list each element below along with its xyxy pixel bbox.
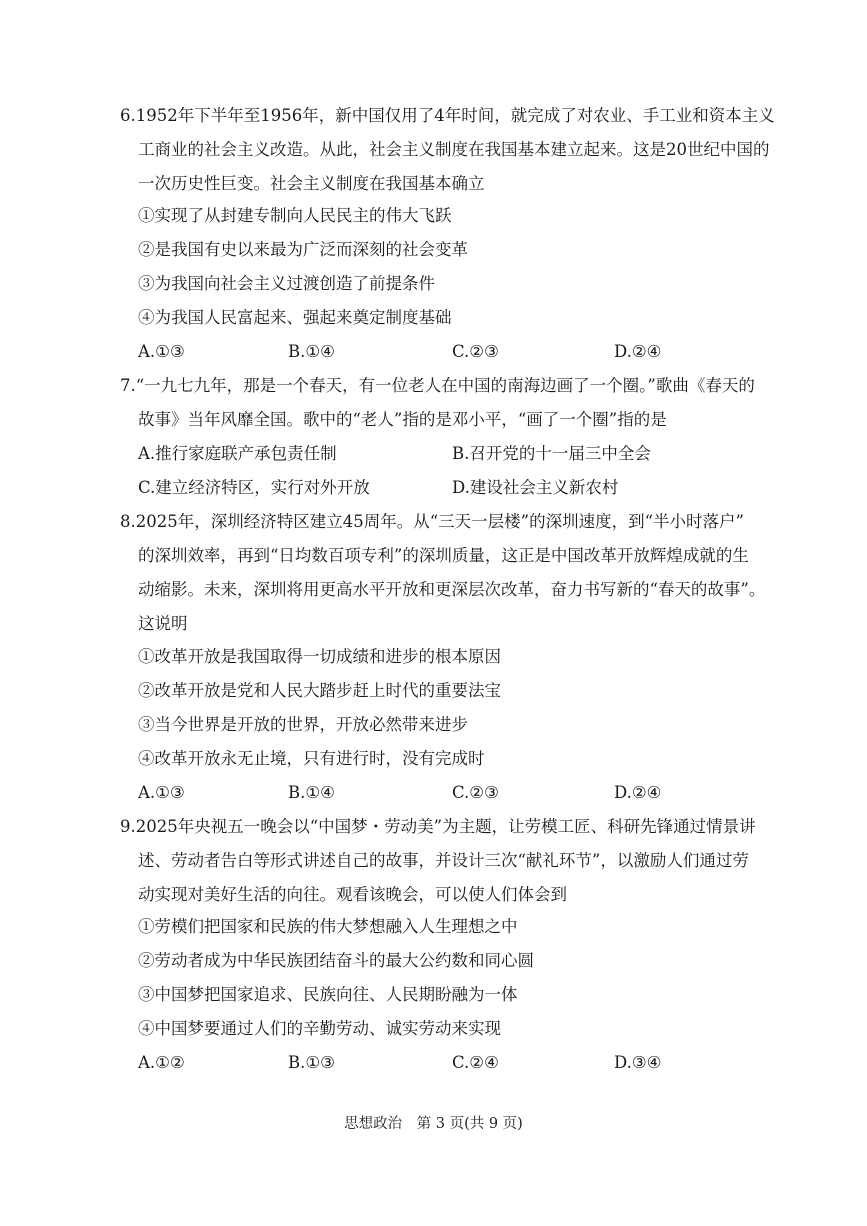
page-footer: 思想政治 第 3 页(共 9 页) [344,1116,523,1132]
question-6-statement-4: ④为我国人民富起来、强起来奠定制度基础 [138,308,452,327]
question-6-statement-2: ②是我国有史以来最为广泛而深刻的社会变革 [138,240,468,259]
question-8-choice-c: C.②③ [452,783,499,802]
question-9-line-2: 述、劳动者告白等形式讲述自己的故事，并设计三次“献礼环节”，以激励人们通过劳 [138,851,749,870]
question-9-statement-3: ③中国梦把国家追求、民族向往、人民期盼融为一体 [138,985,518,1004]
question-9-line-3: 动实现对美好生活的向往。观看该晚会，可以使人们体会到 [138,885,567,904]
question-9-choice-d: D.③④ [614,1053,662,1072]
question-8-statement-3: ③当今世界是开放的世界，开放必然带来进步 [138,715,468,734]
question-6-choice-c: C.②③ [452,342,499,361]
question-6-line-1: 6.1952年下半年至1956年，新中国仅用了4年时间，就完成了对农业、手工业和资本主义 [120,106,775,125]
question-8-choice-d: D.②④ [614,783,662,802]
question-8-statement-4: ④改革开放永无止境，只有进行时，没有完成时 [138,749,485,768]
question-8-line-2: 的深圳效率，再到“日均数百项专利”的深圳质量，这正是中国改革开放辉煌成就的生 [138,546,749,565]
question-7-choice-c: C.建立经济特区，实行对外开放 [138,478,370,497]
question-8-choice-b: B.①④ [288,783,335,802]
question-9-statement-4: ④中国梦要通过人们的辛勤劳动、诚实劳动来实现 [138,1019,501,1038]
question-6-line-2: 工商业的社会主义改造。从此，社会主义制度在我国基本建立起来。这是20世纪中国的 [138,140,770,159]
question-9-statement-1: ①劳模们把国家和民族的伟大梦想融入人生理想之中 [138,917,518,936]
question-9-choice-b: B.①③ [288,1053,335,1072]
question-8-line-1: 8.2025年，深圳经济特区建立45周年。从“三天一层楼”的深圳速度，到“半小时落户” [120,512,744,531]
question-6-choice-a: A.①③ [138,342,185,361]
question-8-statement-1: ①改革开放是我国取得一切成绩和进步的根本原因 [138,647,501,666]
question-7-choice-b: B.召开党的十一届三中全会 [452,444,651,463]
question-6-line-3: 一次历史性巨变。社会主义制度在我国基本确立 [138,174,485,193]
question-9-choice-c: C.②④ [452,1053,499,1072]
question-6-choice-b: B.①④ [288,342,335,361]
question-6-statement-1: ①实现了从封建专制向人民民主的伟大飞跃 [138,206,452,225]
question-9-line-1: 9.2025年央视五一晚会以“中国梦・劳动美”为主题，让劳模工匠、科研先锋通过情景讲 [120,817,756,836]
question-8-line-4: 这说明 [138,614,188,633]
question-6-statement-3: ③为我国向社会主义过渡创造了前提条件 [138,274,435,293]
question-8-statement-2: ②改革开放是党和人民大踏步赶上时代的重要法宝 [138,681,501,700]
question-6-choice-d: D.②④ [614,342,662,361]
question-7-choice-a: A.推行家庭联产承包责任制 [138,444,337,463]
question-8-choice-a: A.①③ [138,783,185,802]
question-7-line-2: 故事》当年风靡全国。歌中的“老人”指的是邓小平，“画了一个圈”指的是 [138,410,667,429]
question-7-choice-d: D.建设社会主义新农村 [452,478,619,497]
question-8-line-3: 动缩影。未来，深圳将用更高水平开放和更深层次改革，奋力书写新的“春天的故事”。 [138,580,766,599]
question-9-statement-2: ②劳动者成为中华民族团结奋斗的最大公约数和同心圆 [138,951,534,970]
question-9-choice-a: A.①② [138,1053,185,1072]
question-7-line-1: 7.“一九七九年，那是一个春天，有一位老人在中国的南海边画了一个圈。”歌曲《春天的 [120,376,755,395]
